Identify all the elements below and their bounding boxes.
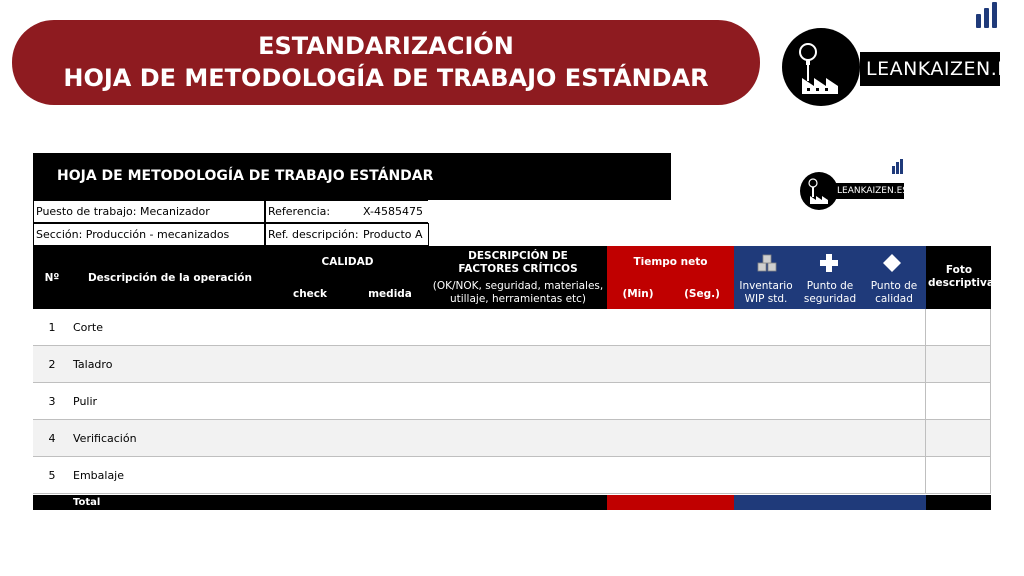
header-pcalidad: Punto de calidad — [870, 280, 918, 305]
header-factores: DESCRIPCIÓN DE FACTORES CRÍTICOS — [458, 250, 578, 275]
puesto-field[interactable]: Puesto de trabajo: Mecanizador — [33, 200, 265, 223]
leankaizen-logo-small — [800, 158, 910, 216]
refdesc-label: Ref. descripción: — [265, 223, 360, 246]
row-description[interactable]: Embalaje — [73, 469, 125, 482]
factory-icon — [800, 172, 838, 210]
row-foto-cell[interactable] — [925, 383, 991, 420]
header-factores-sub: (OK/NOK, seguridad, materiales, utillaje, herramientas etc) — [432, 280, 604, 305]
total-label: Total — [73, 497, 101, 508]
row-number: 4 — [48, 432, 56, 445]
row-foto-cell[interactable] — [925, 457, 991, 494]
header-calidad: CALIDAD — [321, 256, 374, 268]
referencia-value[interactable]: X-4585475 — [360, 200, 428, 223]
table-row — [33, 383, 991, 420]
chimney-icon — [900, 159, 903, 174]
chimney-icon — [892, 166, 895, 174]
row-foto-cell[interactable] — [925, 346, 991, 383]
logo-text: LEANKAIZEN.ES — [860, 52, 1000, 86]
title-banner — [12, 20, 760, 105]
table-row — [33, 457, 991, 494]
row-number: 2 — [48, 358, 56, 371]
table-row — [33, 420, 991, 457]
row-description[interactable]: Corte — [73, 321, 104, 334]
banner-subtitle: HOJA DE METODOLOGÍA DE TRABAJO ESTÁNDAR — [63, 64, 709, 92]
sheet-title: HOJA DE METODOLOGÍA DE TRABAJO ESTÁNDAR — [33, 153, 671, 200]
header-seguridad: Punto de seguridad — [803, 280, 857, 305]
row-description[interactable]: Pulir — [73, 395, 98, 408]
header-medida: medida — [368, 288, 412, 300]
header-check: check — [292, 288, 328, 300]
logo-text: LEANKAIZEN.ES — [834, 183, 904, 199]
cross-icon — [819, 253, 839, 278]
row-number: 5 — [48, 469, 56, 482]
row-description[interactable]: Verificación — [73, 432, 137, 445]
total-bg-red — [607, 495, 734, 510]
seccion-field[interactable]: Sección: Producción - mecanizados — [33, 223, 265, 246]
header-seg: (Seg.) — [684, 288, 720, 300]
table-row — [33, 309, 991, 346]
total-bg-blue — [734, 495, 926, 510]
total-bg-black — [33, 495, 607, 510]
banner-title: ESTANDARIZACIÓN — [258, 32, 514, 60]
row-foto-cell[interactable] — [925, 309, 991, 346]
row-foto-cell[interactable] — [925, 420, 991, 457]
logo-circle — [782, 28, 860, 106]
row-number: 3 — [48, 395, 56, 408]
row-number: 1 — [48, 321, 56, 334]
refdesc-value[interactable]: Producto A — [360, 223, 429, 246]
chimney-icon — [992, 2, 997, 28]
table-row — [33, 346, 991, 383]
boxes-icon — [757, 253, 777, 278]
header-tiempo: Tiempo neto — [633, 256, 708, 268]
header-inventario: Inventario WIP std. — [739, 280, 793, 305]
chimney-icon — [984, 8, 989, 28]
chimney-icon — [976, 14, 981, 28]
factory-icon — [782, 28, 860, 106]
leankaizen-logo — [782, 2, 1023, 106]
logo-circle — [800, 172, 838, 210]
header-num: Nº — [44, 272, 60, 284]
header-descripcion: Descripción de la operación — [87, 272, 253, 284]
row-description[interactable]: Taladro — [73, 358, 113, 371]
header-min: (Min) — [622, 288, 654, 300]
diamond-icon — [883, 254, 901, 277]
referencia-label: Referencia: — [265, 200, 360, 223]
total-bg-foto — [926, 495, 991, 510]
chimney-icon — [896, 162, 899, 174]
header-foto: Foto descriptiva — [928, 264, 994, 289]
